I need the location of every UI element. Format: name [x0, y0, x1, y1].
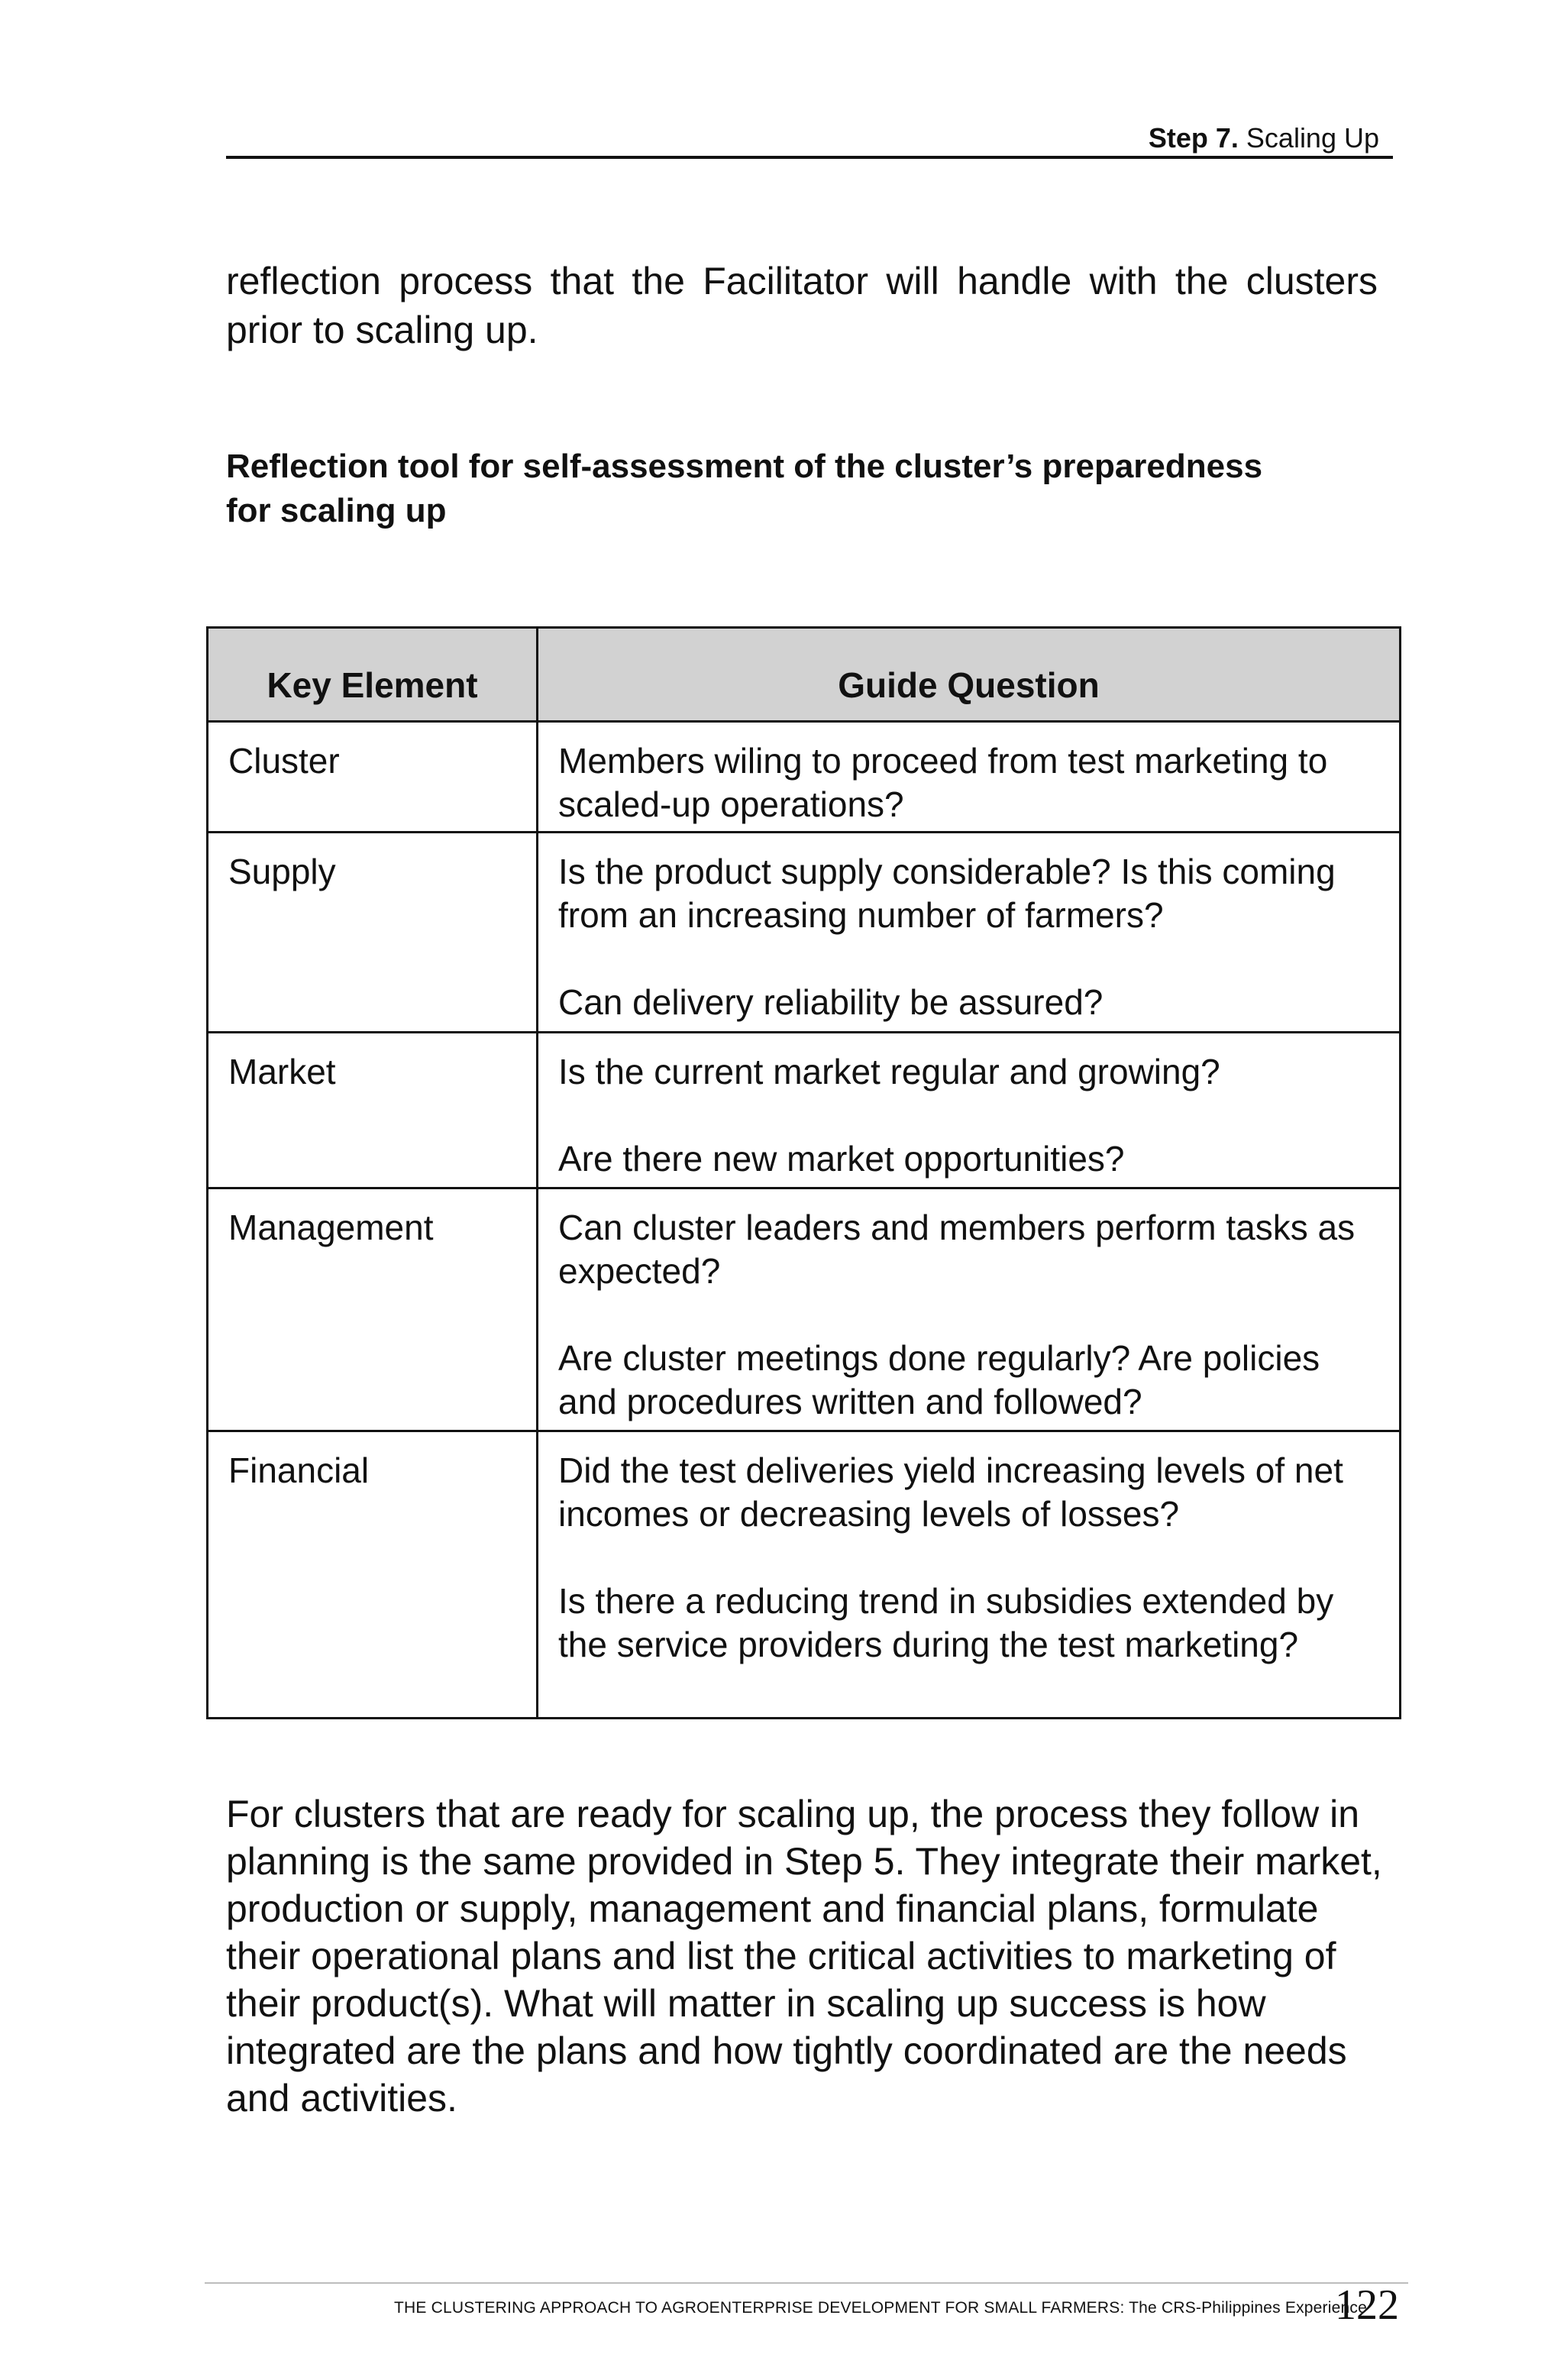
guide-question: Is the product supply considerable? Is this coming from an increasing number of farmers? — [558, 852, 1336, 935]
running-header — [226, 119, 1393, 159]
header-text — [1149, 122, 1379, 154]
guide-question: Can delivery reliability be assured? — [558, 982, 1104, 1022]
guide-question: Are there new market opportunities? — [558, 1139, 1125, 1179]
key-element-cell: Cluster — [208, 722, 538, 833]
guide-question-cell — [538, 833, 1401, 1033]
guide-question-cell — [538, 722, 1401, 833]
header-step-label: Step 7. — [1148, 122, 1239, 154]
footer-book-title: THE CLUSTERING APPROACH TO AGROENTERPRISE DEVELOPMENT FOR SMALL FARMERS: The CRS-Philippines Experience — [394, 2299, 1367, 2317]
table-row — [208, 1188, 1401, 1431]
guide-question: Is the current market regular and growing? — [558, 1052, 1220, 1091]
reflection-table — [206, 626, 1401, 1719]
guide-question: Are cluster meetings done regularly? Are policies and procedures written and followed? — [558, 1338, 1320, 1421]
key-element-cell: Market — [208, 1033, 538, 1188]
closing-paragraph: For clusters that are ready for scaling up, the process they follow in planning is the same provided in Step 5. They integrate their market, production or supply, management and financial plans, formulate their operational plans and list the critical activities to marketing of their product(s). What will matter in scaling up success is how integrated are the plans and how tightly coordinated are the needs and activities. — [226, 1793, 1382, 2120]
guide-question: Can cluster leaders and members perform tasks as expected? — [558, 1208, 1356, 1291]
table-row — [208, 833, 1401, 1033]
key-element-cell: Supply — [208, 833, 538, 1033]
key-element-cell: Management — [208, 1188, 538, 1431]
guide-question: Is there a reducing trend in subsidies extended by the service providers during the test marketing? — [558, 1581, 1334, 1664]
page-number: 122 — [1335, 2281, 1399, 2329]
header-guide-question: Guide Question — [538, 628, 1401, 722]
guide-question-cell — [538, 1033, 1401, 1188]
table-row — [208, 1033, 1401, 1188]
table-title: Reflection tool for self-assessment of the cluster’s preparedness for scaling up — [226, 448, 1263, 529]
header-section-title: Scaling Up — [1246, 122, 1379, 154]
header-key-element: Key Element — [208, 628, 538, 722]
guide-question: Did the test deliveries yield increasing levels of net incomes or decreasing levels of losses? — [558, 1450, 1343, 1534]
guide-question: Members wiling to proceed from test marketing to scaled-up operations? — [558, 741, 1328, 824]
guide-question-cell — [538, 1431, 1401, 1719]
intro-paragraph: reflection process that the Facilitator will handle with the clusters prior to scaling up. — [226, 260, 1378, 351]
table-row — [208, 722, 1401, 833]
key-element-cell: Financial — [208, 1431, 538, 1719]
guide-question-cell — [538, 1188, 1401, 1431]
footer-divider — [205, 2282, 1408, 2284]
table-header-row — [208, 628, 1401, 722]
table-row — [208, 1431, 1401, 1719]
